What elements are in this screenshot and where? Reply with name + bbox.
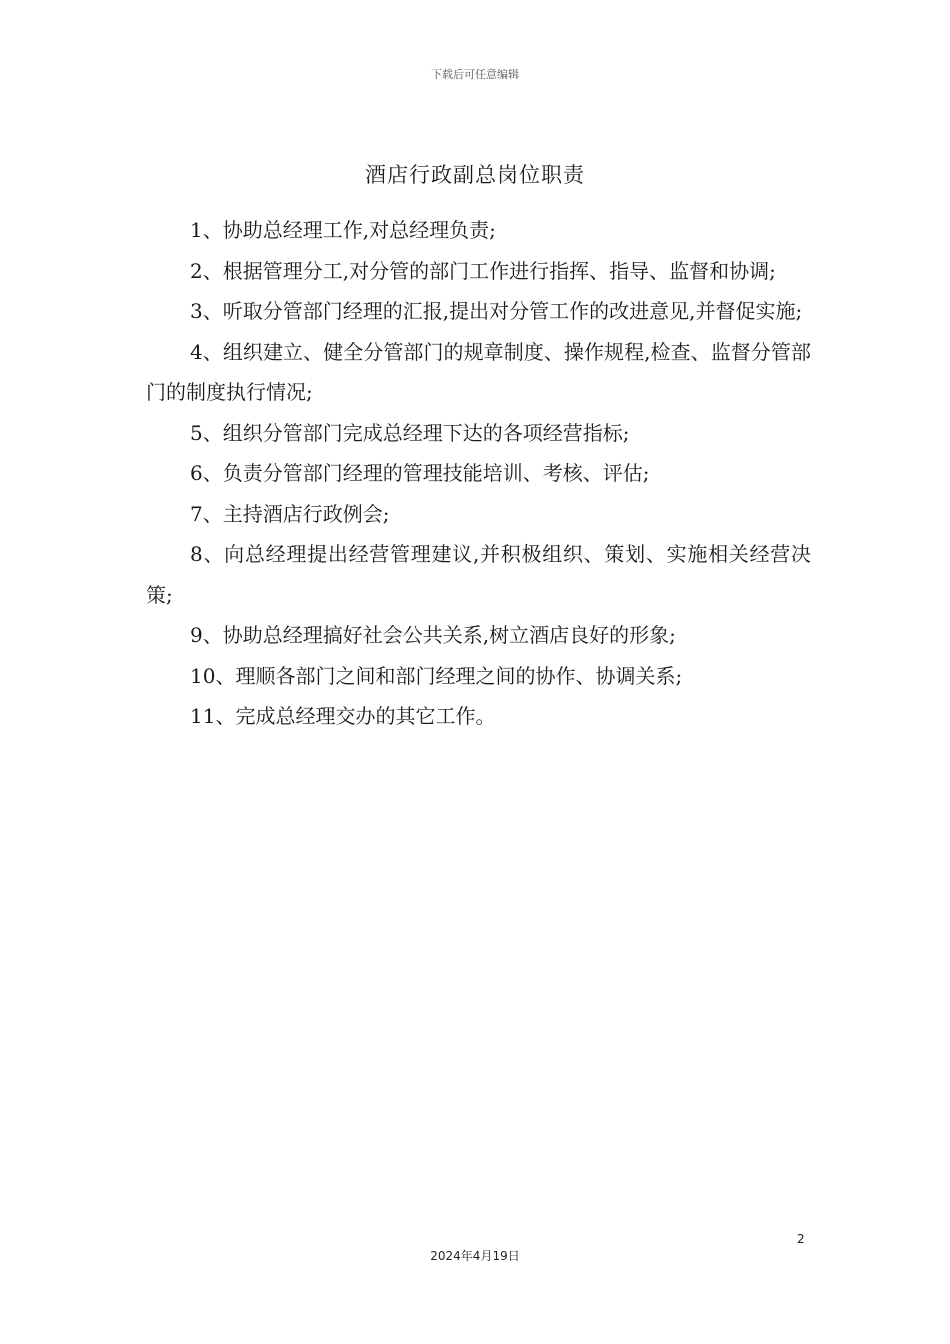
- duty-item-5: 5、组织分管部门完成总经理下达的各项经营指标;: [190, 420, 630, 445]
- duty-item-4: 4、组织建立、健全分管部门的规章制度、操作规程,检查、监督分管部门的制度执行情况;: [146, 339, 811, 404]
- duty-item-1: 1、协助总经理工作,对总经理负责;: [190, 218, 496, 242]
- header-note: 下载后可任意编辑: [431, 68, 519, 81]
- duty-item-7: 7、主持酒店行政例会;: [190, 501, 390, 526]
- duty-item-10: 10、理顺各部门之间和部门经理之间的协作、协调关系;: [190, 663, 683, 688]
- duty-item-9: 9、协助总经理搞好社会公共关系,树立酒店良好的形象;: [190, 623, 676, 647]
- duty-item-2: 2、根据管理分工,对分管的部门工作进行指挥、指导、监督和协调;: [190, 258, 776, 283]
- duty-item-3: 3、听取分管部门经理的汇报,提出对分管工作的改进意见,并督促实施;: [190, 299, 803, 323]
- duty-item-6: 6、负责分管部门经理的管理技能培训、考核、评估;: [190, 461, 650, 485]
- duty-item-11: 11、完成总经理交办的其它工作。: [190, 704, 496, 728]
- duty-item-8: 8、向总经理提出经营管理建议,并积极组织、策划、实施相关经营决策;: [146, 542, 811, 607]
- duty-list: [146, 210, 811, 737]
- page-number: 2: [797, 1232, 805, 1246]
- footer-date: 2024年4月19日: [430, 1249, 520, 1263]
- page-title: 酒店行政副总岗位职责: [365, 163, 585, 187]
